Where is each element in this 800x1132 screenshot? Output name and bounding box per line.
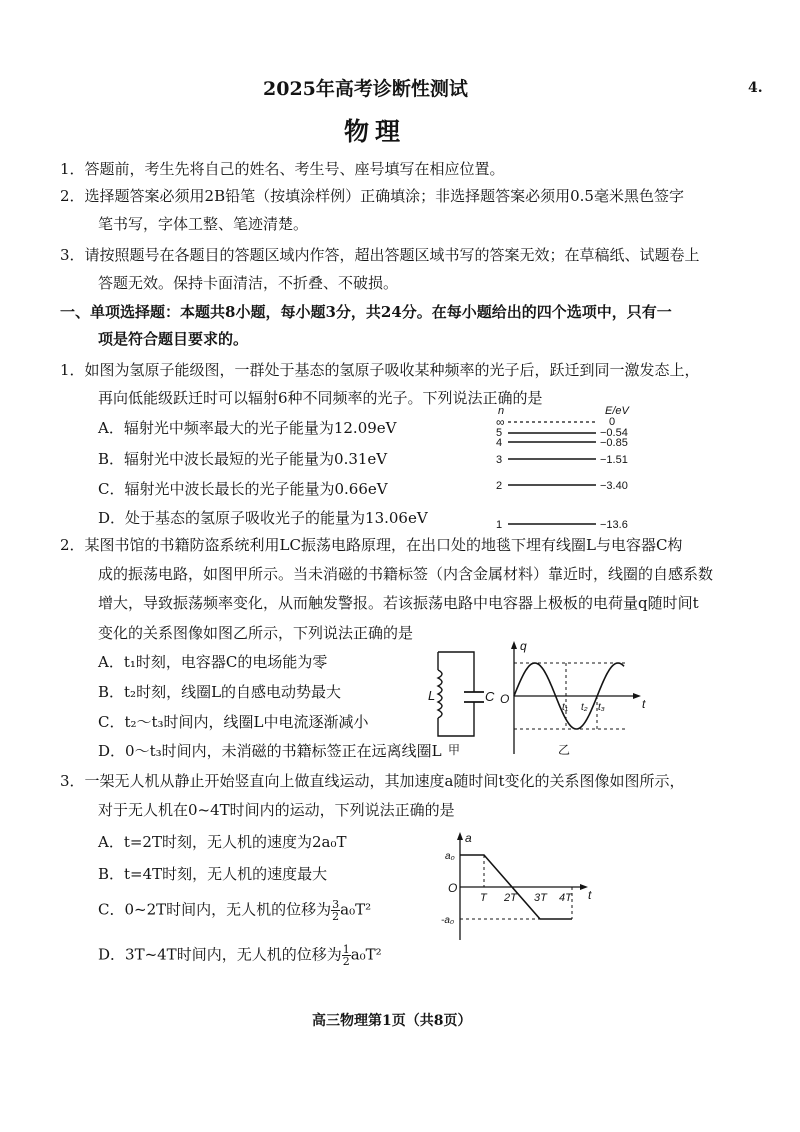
level-n-inf: ∞ bbox=[496, 415, 505, 429]
tick-3T-label: 3T bbox=[534, 892, 547, 904]
q2-option-a: A．t₁时刻，电容器C的电场能为零 bbox=[98, 653, 328, 671]
q2-stem-cont-1: 成的振荡电路，如图甲所示。当未消磁的书籍标签（内含金属材料）靠近时，线圈的自感系数 bbox=[98, 565, 714, 583]
q2-option-b: B．t₂时刻，线圈L的自感电动势最大 bbox=[98, 683, 342, 701]
q1-option-b: B．辐射光中波长最短的光子能量为0.31eV bbox=[98, 450, 388, 468]
t-axis-arrow bbox=[580, 884, 588, 890]
q-axis-arrow bbox=[511, 641, 517, 649]
circuit-caption: 甲 bbox=[448, 743, 461, 757]
q1-option-d: D．处于基态的氢原子吸收光子的能量为13.06eV bbox=[98, 509, 428, 527]
q2-stem-cont-3: 变化的关系图像如图乙所示，下列说法正确的是 bbox=[98, 624, 414, 642]
level-e-3: −1.51 bbox=[600, 454, 628, 466]
q3-option-b: B．t=4T时刻，无人机的速度最大 bbox=[98, 865, 328, 883]
exam-title: 2025年高考诊断性测试 bbox=[263, 78, 468, 100]
instruction-1: 1．答题前，考生先将自己的姓名、考生号、座号填写在相应位置。 bbox=[60, 160, 505, 178]
q2-stem: 2．某图书馆的书籍防盗系统利用LC振荡电路原理，在出口处的地毯下埋有线圈L与电容器C构 bbox=[60, 536, 683, 554]
q2-stem-cont-2: 增大，导致振荡频率变化，从而触发警报。若该振荡电路中电容器上极板的电荷量q随时间t bbox=[98, 594, 699, 612]
level-n-2: 2 bbox=[496, 480, 503, 492]
q3-option-d bbox=[98, 944, 382, 967]
q2-option-d: D．0～t₃时间内，未消磁的书籍标签正在远离线圈L bbox=[98, 742, 442, 760]
axis-e-label: E/eV bbox=[605, 405, 629, 417]
section-heading: 一、单项选择题：本题共8小题，每小题3分，共24分。在每小题给出的四个选项中，只有一 bbox=[60, 303, 672, 321]
t-axis-label: t bbox=[588, 888, 592, 902]
instruction-3: 3．请按照题号在各题目的答题区域内作答，超出答题区域书写的答案无效；在草稿纸、试题卷上 bbox=[60, 246, 700, 264]
energy-level-diagram bbox=[488, 398, 648, 538]
a0-label: a₀ bbox=[445, 851, 455, 862]
level-n-4: 4 bbox=[496, 437, 503, 449]
origin-label: O bbox=[500, 692, 510, 706]
q1-stem-cont: 再向低能级跃迁时可以辐射6种不同频率的光子。下列说法正确的是 bbox=[98, 389, 543, 407]
corner-mark: 4. bbox=[748, 80, 763, 96]
t-axis-arrow bbox=[633, 693, 641, 699]
fraction-three-halves: $\frac{3}{2}$ bbox=[332, 898, 340, 923]
q3-option-c bbox=[98, 899, 371, 922]
fraction-one-half: $\frac{1}{2}$ bbox=[342, 943, 350, 968]
level-e-1: −13.6 bbox=[600, 519, 628, 531]
t-axis-label: t bbox=[642, 697, 646, 711]
q1-option-a: A．辐射光中频率最大的光子能量为12.09eV bbox=[98, 419, 397, 437]
q1-stem: 1．如图为氢原子能级图，一群处于基态的氢原子吸收某种频率的光子后，跃迁到同一激发态上， bbox=[60, 361, 700, 379]
section-heading-cont: 项是符合题目要求的。 bbox=[98, 330, 249, 348]
charge-time-graph bbox=[496, 636, 656, 761]
acceleration-time-graph bbox=[432, 828, 602, 943]
q3-option-d-unit: a₀T² bbox=[350, 945, 382, 964]
a-axis-label: a bbox=[465, 831, 472, 845]
page-footer: 高三物理第1页（共8页） bbox=[312, 1013, 472, 1029]
circuit-wires bbox=[438, 652, 474, 736]
tick-2T-label: 2T bbox=[504, 892, 517, 904]
inductor-label: L bbox=[428, 688, 436, 703]
instruction-2-cont: 笔书写，字体工整、笔迹清楚。 bbox=[98, 215, 309, 233]
level-e-inf: 0 bbox=[609, 416, 616, 428]
instruction-3-cont: 答题无效。保持卡面清洁，不折叠、不破损。 bbox=[98, 274, 399, 292]
subject-title: 物理 bbox=[344, 117, 407, 146]
axis-n-label: n bbox=[498, 405, 505, 417]
q3-option-c-text: C．0~2T时间内，无人机的位移为 bbox=[98, 900, 332, 919]
q3-option-d-text: D．3T~4T时间内，无人机的位移为 bbox=[98, 945, 342, 964]
capacitor-label: C bbox=[485, 689, 495, 704]
q3-option-a: A．t=2T时刻，无人机的速度为2a₀T bbox=[98, 833, 347, 851]
q1-option-c: C．辐射光中波长最长的光子能量为0.66eV bbox=[98, 480, 388, 498]
q2-option-c: C．t₂～t₃时间内，线圈L中电流逐渐减小 bbox=[98, 713, 369, 731]
level-e-2: −3.40 bbox=[600, 480, 628, 492]
graph-caption: 乙 bbox=[558, 743, 571, 757]
a-axis-arrow bbox=[457, 832, 463, 840]
level-e-4: −0.85 bbox=[600, 437, 628, 449]
lc-circuit-diagram bbox=[424, 644, 498, 759]
level-e-5: −0.54 bbox=[600, 427, 628, 439]
origin-label: O bbox=[448, 881, 458, 895]
level-n-5: 5 bbox=[496, 427, 503, 439]
q3-option-c-unit: a₀T² bbox=[340, 900, 372, 919]
q3-stem-cont: 对于无人机在0~4T时间内的运动，下列说法正确的是 bbox=[98, 801, 455, 819]
instruction-2: 2．选择题答案必须用2B铅笔（按填涂样例）正确填涂；非选择题答案必须用0.5毫米黑色签字 bbox=[60, 187, 684, 205]
t1-label: t₁ bbox=[562, 702, 568, 713]
q-axis-label: q bbox=[520, 639, 527, 653]
inductor-coil bbox=[438, 670, 442, 718]
tick-4T-label: 4T bbox=[559, 892, 572, 904]
t3-label: t₃ bbox=[598, 702, 605, 713]
neg-a0-label: -a₀ bbox=[441, 915, 455, 926]
tick-T-label: T bbox=[480, 892, 487, 904]
level-n-1: 1 bbox=[496, 519, 503, 531]
level-n-3: 3 bbox=[496, 454, 503, 466]
t2-label: t₂ bbox=[581, 702, 588, 713]
q3-stem: 3．一架无人机从静止开始竖直向上做直线运动，其加速度a随时间t变化的关系图像如图所示， bbox=[60, 772, 685, 790]
